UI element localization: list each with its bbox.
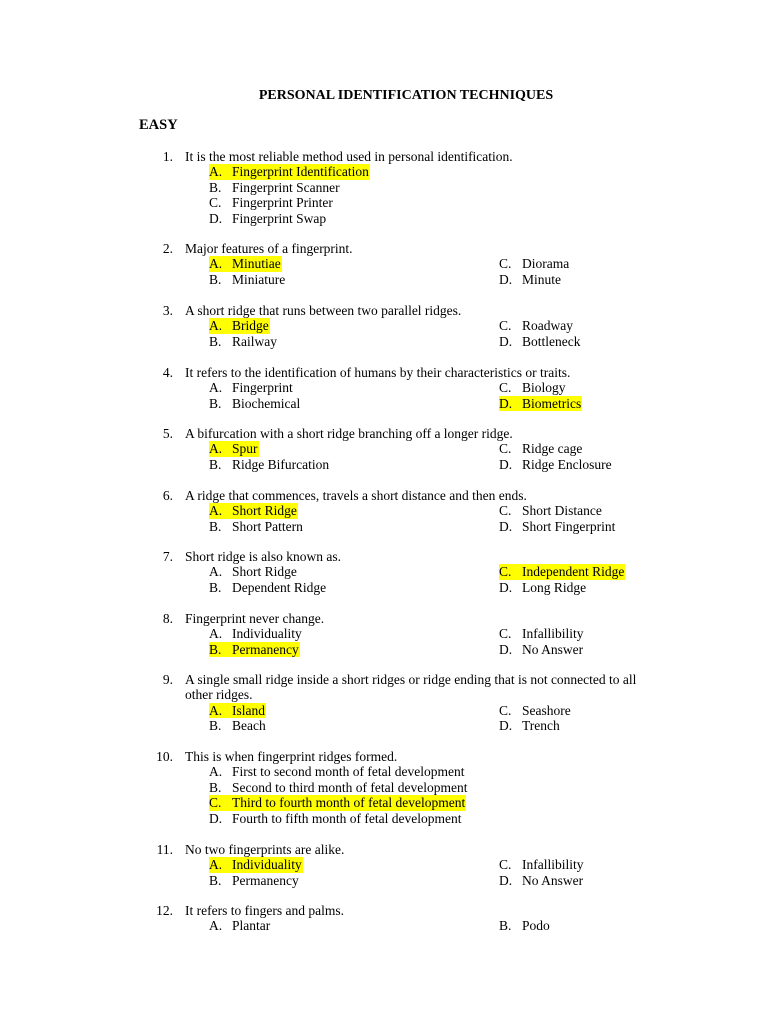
option: [209, 626, 303, 641]
question: [0, 842, 768, 888]
option-letter: D.: [499, 872, 513, 888]
option-letter: B.: [209, 179, 222, 195]
option: [209, 718, 267, 733]
question: [0, 149, 768, 226]
option: [499, 519, 616, 534]
option-letter: B.: [209, 779, 222, 795]
option-text: Long Ridge: [522, 579, 587, 595]
option-letter: B.: [209, 579, 222, 595]
question: [0, 241, 768, 287]
option: [209, 873, 300, 888]
option: [209, 211, 327, 226]
option-text: Minute: [522, 271, 561, 287]
question-text: Major features of a fingerprint.: [185, 241, 353, 256]
option-answer: [209, 441, 259, 456]
option: [499, 873, 584, 888]
option-letter: A.: [209, 764, 223, 780]
option-letter: C.: [499, 380, 512, 396]
option-text: Seashore: [522, 702, 571, 718]
option-letter: D.: [499, 271, 513, 287]
option-answer: [209, 795, 466, 810]
question-number: 3.: [162, 303, 173, 318]
option-answer: [499, 564, 625, 579]
option: [499, 718, 561, 733]
option-letter: C.: [499, 857, 512, 873]
option-letter: D.: [209, 210, 223, 226]
option-text: Biometrics: [522, 395, 582, 411]
option-letter: B.: [209, 395, 222, 411]
option-text: Ridge cage: [522, 441, 583, 457]
option-text: Spur: [232, 441, 258, 457]
option: [209, 580, 327, 595]
option-text: Permanency: [232, 872, 299, 888]
option-text: Infallibility: [522, 626, 584, 642]
question: [0, 303, 768, 349]
option-letter: A.: [209, 918, 223, 934]
option-text: Dependent Ridge: [232, 579, 327, 595]
option-text: No Answer: [522, 872, 584, 888]
option-text: Miniature: [232, 271, 286, 287]
option: [209, 519, 304, 534]
option-letter: B.: [209, 718, 222, 734]
option-answer: [209, 164, 370, 179]
question-text: Short ridge is also known as.: [185, 549, 341, 564]
option-letter: A.: [209, 503, 223, 519]
option-answer: [499, 396, 582, 411]
option-text: Fingerprint Swap: [232, 210, 327, 226]
question-text: A bifurcation with a short ridge branching off a longer ridge.: [185, 426, 513, 441]
option: [499, 380, 567, 395]
question-number: 2.: [162, 241, 173, 256]
option-text: Fourth to fifth month of fetal development: [232, 810, 462, 826]
option-answer: [209, 503, 298, 518]
option-text: Second to third month of fetal development: [232, 779, 468, 795]
option-text: Ridge Bifurcation: [232, 456, 330, 472]
option-letter: C.: [209, 795, 222, 811]
question-number: 7.: [162, 549, 173, 564]
question-text: A single small ridge inside a short ridges or ridge ending that is not connected to all: [185, 672, 637, 687]
option-text: Individuality: [232, 857, 302, 873]
document-title: PERSONAL IDENTIFICATION TECHNIQUES: [258, 88, 554, 103]
question: [0, 672, 768, 734]
option: [499, 457, 613, 472]
option: [209, 180, 341, 195]
question-text: It is the most reliable method used in personal identification.: [185, 149, 513, 164]
option-letter: B.: [209, 518, 222, 534]
option-answer: [209, 642, 300, 657]
option-text: Bridge: [232, 318, 269, 334]
option-letter: B.: [209, 333, 222, 349]
option-text: Fingerprint Printer: [232, 195, 333, 211]
option-answer: [209, 857, 303, 872]
option-letter: D.: [499, 718, 513, 734]
option-letter: A.: [209, 441, 223, 457]
option-text: Railway: [232, 333, 277, 349]
section-heading: EASY: [139, 117, 178, 133]
option-letter: B.: [209, 456, 222, 472]
option-letter: A.: [209, 702, 223, 718]
option-text: Third to fourth month of fetal development: [232, 795, 466, 811]
option-text: Plantar: [232, 918, 271, 934]
question: [0, 426, 768, 472]
option: [209, 564, 298, 579]
option: [209, 764, 465, 779]
option-text: Fingerprint Scanner: [232, 179, 340, 195]
option-letter: D.: [499, 518, 513, 534]
option: [209, 918, 271, 933]
option-text: Ridge Enclosure: [522, 456, 612, 472]
option-letter: D.: [209, 810, 223, 826]
option-text: Short Ridge: [232, 564, 297, 580]
option-letter: D.: [499, 641, 513, 657]
question-text-continued: other ridges.: [185, 687, 253, 703]
option: [499, 503, 603, 518]
question-number: 6.: [162, 488, 173, 503]
question-number: 11.: [156, 842, 173, 857]
option-answer: [209, 256, 282, 271]
option-letter: C.: [499, 441, 512, 457]
option: [499, 703, 572, 718]
option: [499, 272, 562, 287]
option-letter: C.: [499, 564, 512, 580]
option-answer: [209, 318, 270, 333]
option-letter: C.: [209, 195, 222, 211]
question-number: 8.: [162, 611, 173, 626]
option-letter: A.: [209, 626, 223, 642]
question: [0, 488, 768, 534]
question: [0, 365, 768, 411]
option-letter: A.: [209, 857, 223, 873]
question-text: It refers to the identification of humans by their characteristics or traits.: [185, 365, 571, 380]
option: [499, 441, 583, 456]
option-text: Short Distance: [522, 503, 602, 519]
question-number: 1.: [162, 149, 173, 164]
option-text: Bottleneck: [522, 333, 581, 349]
option-text: Island: [232, 702, 265, 718]
option-letter: A.: [209, 380, 223, 396]
option: [499, 580, 587, 595]
option-letter: B.: [209, 641, 222, 657]
question-number: 12.: [156, 903, 173, 918]
question: [0, 749, 768, 826]
option: [209, 457, 330, 472]
option-letter: A.: [209, 564, 223, 580]
option-letter: A.: [209, 318, 223, 334]
option: [209, 334, 278, 349]
option-text: Diorama: [522, 256, 570, 272]
question-number: 5.: [162, 426, 173, 441]
option-answer: [209, 703, 266, 718]
option: [209, 396, 301, 411]
option-text: Permanency: [232, 641, 299, 657]
option-text: Minutiae: [232, 256, 281, 272]
option-letter: C.: [499, 626, 512, 642]
question-number: 4.: [162, 365, 173, 380]
option-letter: C.: [499, 318, 512, 334]
option-text: Roadway: [522, 318, 573, 334]
option: [499, 334, 581, 349]
option: [499, 626, 585, 641]
option-letter: B.: [499, 918, 512, 934]
question-number: 9.: [162, 672, 173, 687]
question: [0, 611, 768, 657]
option: [499, 318, 574, 333]
option-letter: C.: [499, 503, 512, 519]
option-text: Beach: [232, 718, 266, 734]
option-text: Podo: [522, 918, 550, 934]
option: [209, 380, 294, 395]
option: [209, 195, 334, 210]
option: [499, 256, 570, 271]
option-letter: A.: [209, 164, 223, 180]
option-text: Biochemical: [232, 395, 301, 411]
option-text: Individuality: [232, 626, 302, 642]
option-text: Infallibility: [522, 857, 584, 873]
option: [209, 811, 462, 826]
option-text: Fingerprint: [232, 380, 293, 396]
option-letter: D.: [499, 395, 513, 411]
option-letter: C.: [499, 702, 512, 718]
question: [0, 903, 768, 934]
option-text: First to second month of fetal development: [232, 764, 465, 780]
question-text: A ridge that commences, travels a short distance and then ends.: [185, 488, 527, 503]
question-text: This is when fingerprint ridges formed.: [185, 749, 398, 764]
option-letter: D.: [499, 579, 513, 595]
option-text: Biology: [522, 380, 566, 396]
option-text: Trench: [522, 718, 560, 734]
option-text: Fingerprint Identification: [232, 164, 369, 180]
option: [499, 857, 585, 872]
option-letter: A.: [209, 256, 223, 272]
question-text: It refers to fingers and palms.: [185, 903, 344, 918]
option-letter: D.: [499, 333, 513, 349]
option-letter: C.: [499, 256, 512, 272]
option: [499, 642, 584, 657]
option: [209, 780, 468, 795]
option-letter: B.: [209, 872, 222, 888]
option-letter: B.: [209, 271, 222, 287]
option-text: Independent Ridge: [522, 564, 625, 580]
option-text: No Answer: [522, 641, 584, 657]
question-text: A short ridge that runs between two parallel ridges.: [185, 303, 462, 318]
option-text: Short Fingerprint: [522, 518, 616, 534]
question-number: 10.: [156, 749, 173, 764]
question-text: No two fingerprints are alike.: [185, 842, 345, 857]
question-text: Fingerprint never change.: [185, 611, 325, 626]
option-text: Short Ridge: [232, 503, 297, 519]
option: [499, 918, 551, 933]
option-text: Short Pattern: [232, 518, 303, 534]
option-letter: D.: [499, 456, 513, 472]
question: [0, 549, 768, 595]
option: [209, 272, 286, 287]
